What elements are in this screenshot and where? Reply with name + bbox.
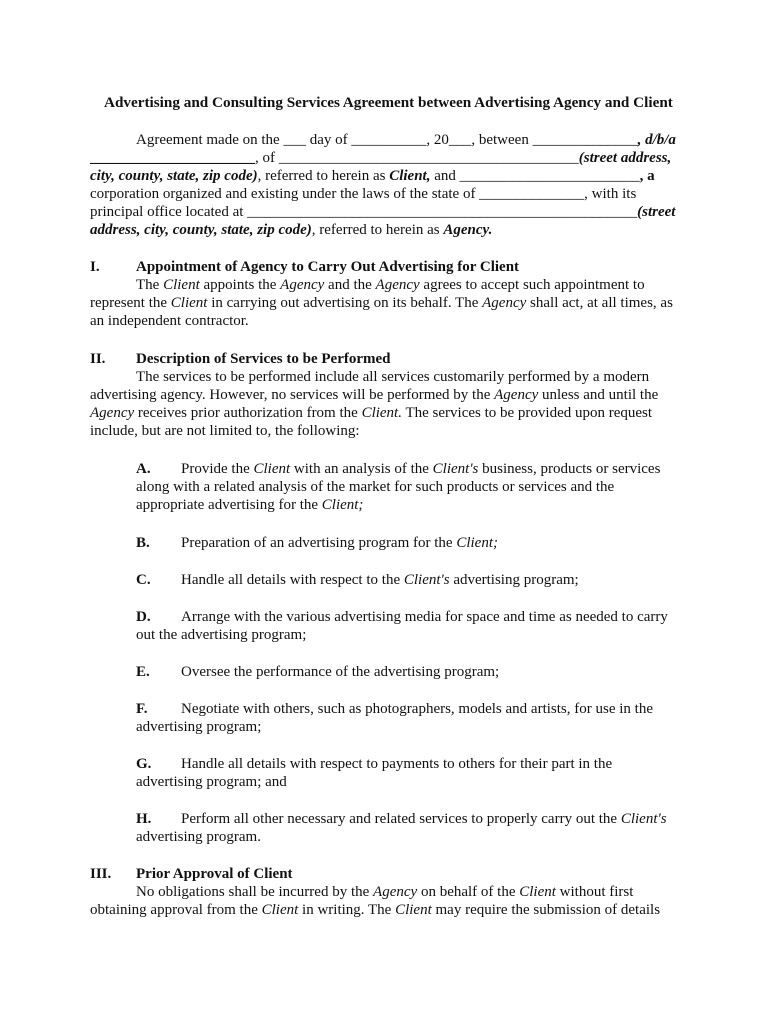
item-letter: B. [136, 535, 150, 551]
text: Provide the [181, 461, 254, 477]
section-1-line-1 [136, 276, 645, 294]
list-item-d-line-2: out the advertising program; [136, 627, 307, 643]
text: Handle all details with respect to the [181, 572, 404, 588]
text: receives prior authorization from the [134, 405, 362, 421]
section-2-line-1: The services to be performed include all services customarily performed by a modern [136, 369, 650, 385]
intro-line-2 [90, 149, 671, 167]
list-item-e [136, 663, 499, 681]
section-1-line-3: an independent contractor. [90, 313, 249, 329]
client-term: Client [170, 295, 208, 311]
intro-text: , of ________________________________________ [255, 150, 579, 166]
client-term: Client. [361, 405, 402, 421]
item-letter: D. [136, 609, 151, 625]
address-label: address, city, county, state, zip code) [90, 222, 312, 238]
list-item-h-line-2: advertising program. [136, 829, 261, 845]
list-item-g-line-2: advertising program; and [136, 774, 287, 790]
client-term: Client [261, 902, 299, 918]
text: business, products or services [478, 461, 661, 477]
intro-line-6 [90, 221, 492, 239]
section-title: Prior Approval of Client [136, 866, 293, 882]
street-label: (street [637, 204, 676, 220]
text: advertising program; [449, 572, 579, 588]
list-item-g [136, 755, 612, 773]
text: Preparation of an advertising program for the [181, 535, 457, 551]
item-letter: H. [136, 811, 152, 827]
text: in writing. The [298, 902, 396, 918]
text: Handle all details with respect to payments to others for their part in the [181, 756, 613, 772]
street-address-label: (street address, [578, 150, 672, 166]
list-item-h [136, 810, 667, 828]
list-item-f-line-2: advertising program; [136, 719, 262, 735]
agency-term: Agency [280, 277, 325, 293]
dba-label: , d/b/a [637, 132, 676, 148]
text: with an analysis of the [290, 461, 433, 477]
text: and the [324, 277, 376, 293]
intro-text: , referred to herein as [311, 222, 444, 238]
text: obtaining approval from the [90, 902, 262, 918]
intro-line-5 [90, 203, 675, 221]
section-3-line-1 [136, 883, 633, 901]
section-title: Appointment of Agency to Carry Out Advertising for Client [136, 259, 520, 275]
agency-term: Agency [90, 405, 135, 421]
client-term: Client; [321, 497, 364, 513]
text: on behalf of the [417, 884, 520, 900]
item-letter: G. [136, 756, 152, 772]
text: advertising agency. However, no services will be performed by the [90, 387, 495, 403]
agency-term: Agency. [443, 222, 493, 238]
text: agrees to accept such appointment to [419, 277, 645, 293]
client-term: Client, [389, 168, 431, 184]
text: in carrying out advertising on its behalf. The [207, 295, 483, 311]
agency-term: Agency [375, 277, 420, 293]
section-1-line-2 [90, 294, 673, 312]
item-letter: E. [136, 664, 150, 680]
text: may require the submission of details [431, 902, 661, 918]
text: represent the [90, 295, 171, 311]
text: Negotiate with others, such as photographers, models and artists, for use in the [181, 701, 653, 717]
text: Oversee the performance of the advertising program; [181, 664, 500, 680]
list-item-a [136, 460, 660, 478]
item-letter: F. [136, 701, 148, 717]
item-letter: C. [136, 572, 151, 588]
section-2-line-2 [90, 386, 658, 404]
section-number: I. [90, 259, 100, 275]
text: appropriate advertising for the [136, 497, 322, 513]
section-number: II. [90, 351, 106, 367]
intro-line-3 [90, 167, 655, 185]
list-item-a-line-2: along with a related analysis of the market for such products or services and the [136, 479, 615, 495]
item-letter: A. [136, 461, 151, 477]
text: The [136, 277, 164, 293]
text: unless and until the [538, 387, 659, 403]
list-item-d [136, 608, 668, 626]
intro-line-4: corporation organized and existing under the laws of the state of ______________, with its [90, 186, 637, 202]
intro-text: , a [639, 168, 655, 184]
intro-line-1 [136, 131, 676, 149]
intro-text: Agreement made on the ___ day of __________, 20___, between ______________ [136, 132, 638, 148]
client-term: Client [395, 902, 432, 918]
client-term: Client; [456, 535, 498, 551]
section-2-line-4: include, but are not limited to, the following: [90, 423, 360, 439]
section-2-line-3 [90, 404, 652, 422]
text: without first [555, 884, 634, 900]
client-term: Client's [432, 461, 479, 477]
client-term: Client's [403, 572, 450, 588]
list-item-c [136, 571, 579, 589]
text: appoints the [199, 277, 281, 293]
list-item-a-line-3 [136, 496, 363, 514]
section-number: III. [90, 866, 112, 882]
client-term: Client [253, 461, 291, 477]
client-term: Client [163, 277, 200, 293]
text: shall act, at all times, as [526, 295, 673, 311]
agency-term: Agency [373, 884, 418, 900]
list-item-f [136, 700, 653, 718]
text: Perform all other necessary and related services to properly carry out the [181, 811, 621, 827]
dba-blank: ______________________ [90, 150, 255, 166]
agency-term: Agency [494, 387, 539, 403]
text: Arrange with the various advertising media for space and time as needed to carry [181, 609, 668, 625]
intro-text: , referred to herein as [257, 168, 390, 184]
list-item-b [136, 534, 498, 552]
section-title: Description of Services to be Performed [136, 351, 391, 367]
agency-term: Agency [482, 295, 527, 311]
intro-text: and ________________________ [430, 168, 640, 184]
city-state-label: city, county, state, zip code) [90, 168, 258, 184]
client-term: Client [519, 884, 556, 900]
section-3-line-2 [90, 901, 660, 919]
text: The services to be provided upon request [401, 405, 653, 421]
client-term: Client's [620, 811, 667, 827]
document-title: Advertising and Consulting Services Agreement between Advertising Agency and Client [104, 94, 673, 111]
intro-text: principal office located at ____________________________________________________ [90, 204, 638, 220]
text: No obligations shall be incurred by the [136, 884, 374, 900]
